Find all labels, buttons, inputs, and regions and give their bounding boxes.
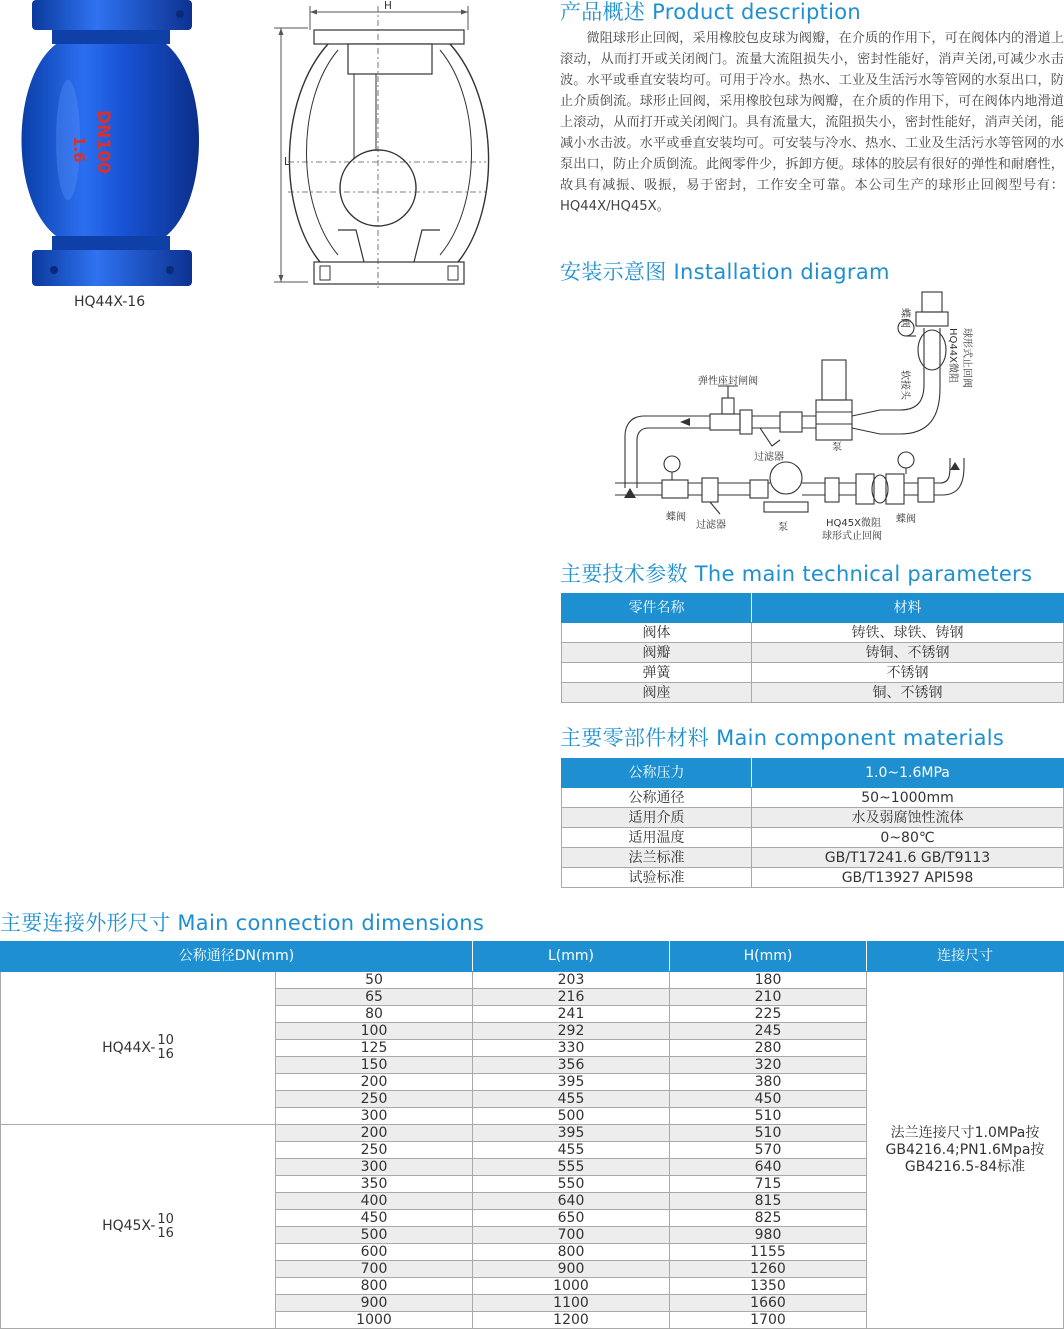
dimension-dn-cell: 700 <box>276 1261 473 1278</box>
dimension-h-cell: 1260 <box>670 1261 867 1278</box>
tech-params-header-row <box>562 594 1064 623</box>
dimension-dn-cell: 50 <box>276 972 473 989</box>
dimensions-header-h: H(mm) <box>670 942 867 972</box>
tech-params-part: 阀座 <box>562 683 752 703</box>
dimension-l-cell: 455 <box>473 1142 670 1159</box>
dimension-l-cell: 555 <box>473 1159 670 1176</box>
tech-params-material: 铸铁、球铁、铸钢 <box>752 623 1064 643</box>
materials-title: 主要零部件材料 Main component materials <box>560 726 1005 750</box>
tech-params-material: 铸铜、不锈钢 <box>752 643 1064 663</box>
label-hq44x-line2: 球形式止回阀 <box>961 328 972 388</box>
materials-label: 适用介质 <box>562 808 752 828</box>
dimension-dn-cell: 450 <box>276 1210 473 1227</box>
label-butterfly-top: 蝶阀 <box>899 308 910 328</box>
dimension-h-cell: 1350 <box>670 1278 867 1295</box>
model-label <box>102 1034 174 1062</box>
dimension-l-label: L <box>284 156 290 168</box>
dimension-dn-cell: 100 <box>276 1023 473 1040</box>
dimension-h-cell: 825 <box>670 1210 867 1227</box>
table-row <box>562 643 1064 663</box>
label-hq44x-line1: HQ44X微阻 <box>947 328 958 383</box>
dimension-dn-cell: 350 <box>276 1176 473 1193</box>
dimension-l-cell: 395 <box>473 1074 670 1091</box>
table-row <box>562 788 1064 808</box>
table-row <box>1 972 1064 989</box>
dimension-l-cell: 700 <box>473 1227 670 1244</box>
pressure-top: 10 <box>157 1211 174 1227</box>
dimension-l-cell: 550 <box>473 1176 670 1193</box>
dimension-h-cell: 570 <box>670 1142 867 1159</box>
installation-diagram-title: 安装示意图 Installation diagram <box>560 260 890 284</box>
product-description-text: 微阻球形止回阀，采用橡胶包皮球为阀瓣，在介质的作用下，可在阀体内的滑道上滚动，从而打开或关闭阀门。流量大流阻损失小，密封性能好，消声关闭,可减少水击波。水平或垂直安装均可。可用于冷水。热水、工业及生活污水等管网的水泵出口，防止介质倒流。球形止回阀，采用橡胶包球为阀瓣，在介质的作用下，可在阀体内地滑道上滚动，从而打开或关闭阀门。具有流量大，流阻损失小，密封性能好，消声关闭，能减小水击波。水平或垂直安装均可。可安装与冷水、热水、工业及生活污水等管网的水泵出口，防止介质倒流。此阀零件少，拆卸方便。球体的胶层有很好的弹性和耐磨性，故具有减振、吸振，易于密封，工作安全可靠。本公司生产的球形止回阀型号有：HQ44X/HQ45X。 <box>560 31 1064 214</box>
dimension-h-cell: 245 <box>670 1023 867 1040</box>
tech-params-part: 弹簧 <box>562 663 752 683</box>
dimension-dn-cell: 65 <box>276 989 473 1006</box>
dimension-h-cell: 1660 <box>670 1295 867 1312</box>
dimension-dn-cell: 200 <box>276 1125 473 1142</box>
dimension-l-cell: 203 <box>473 972 670 989</box>
valve-dn-mark: DN100 <box>93 110 113 174</box>
dimension-l-cell: 640 <box>473 1193 670 1210</box>
valve-section-drawing <box>268 0 493 290</box>
pressure-fraction <box>157 1213 174 1241</box>
model-cell <box>1 1125 276 1329</box>
dimension-l-cell: 500 <box>473 1108 670 1125</box>
model-name: HQ44X- <box>102 1039 156 1056</box>
dimension-h-cell: 980 <box>670 1227 867 1244</box>
dimension-h-cell: 1700 <box>670 1312 867 1329</box>
dimension-h-cell: 180 <box>670 972 867 989</box>
dimension-h-cell: 210 <box>670 989 867 1006</box>
dimension-l-cell: 216 <box>473 989 670 1006</box>
table-row <box>562 848 1064 868</box>
model-name: HQ45X- <box>102 1218 156 1234</box>
dimension-dn-cell: 500 <box>276 1227 473 1244</box>
dimension-l-cell: 455 <box>473 1091 670 1108</box>
materials-value: 50~1000mm <box>752 788 1064 808</box>
dimension-l-cell: 395 <box>473 1125 670 1142</box>
dimension-h-cell: 225 <box>670 1006 867 1023</box>
dimension-l-cell: 650 <box>473 1210 670 1227</box>
tech-params-material: 铜、不锈钢 <box>752 683 1064 703</box>
label-pump-bottom: 泵 <box>778 522 788 533</box>
dimensions-header-dn: 公称通径DN(mm) <box>1 942 473 972</box>
materials-label: 法兰标准 <box>562 848 752 868</box>
materials-label: 公称通径 <box>562 788 752 808</box>
dimensions-header-connection: 连接尺寸 <box>867 942 1064 972</box>
materials-header-row <box>562 759 1064 788</box>
label-butterfly-left: 蝶阀 <box>666 512 686 523</box>
pressure-bottom: 16 <box>157 1225 174 1241</box>
tech-params-header-material: 材料 <box>752 594 1064 623</box>
pressure-bottom: 16 <box>157 1047 174 1062</box>
dimension-l-cell: 1000 <box>473 1278 670 1295</box>
connection-note: 法兰连接尺寸1.0MPa按GB4216.4;PN1.6Mpa按GB4216.5-84标准 <box>867 972 1064 1329</box>
tech-params-part: 阀体 <box>562 623 752 643</box>
materials-value: GB/T17241.6 GB/T9113 <box>752 848 1064 868</box>
dimensions-header-l: L(mm) <box>473 942 670 972</box>
tech-params-part: 阀瓣 <box>562 643 752 663</box>
dimension-dn-cell: 600 <box>276 1244 473 1261</box>
label-filter-top: 过滤器 <box>754 452 784 463</box>
materials-value: 0~80℃ <box>752 828 1064 848</box>
dimension-dn-cell: 250 <box>276 1091 473 1108</box>
dimension-h-cell: 510 <box>670 1125 867 1142</box>
dimension-l-cell: 241 <box>473 1006 670 1023</box>
tech-params-material: 不锈钢 <box>752 663 1064 683</box>
model-cell <box>1 972 276 1125</box>
dimensions-header-row <box>1 942 1064 972</box>
dimension-l-cell: 356 <box>473 1057 670 1074</box>
dimensions-title: 主要连接外形尺寸 Main connection dimensions <box>0 911 485 935</box>
materials-label: 试验标准 <box>562 868 752 888</box>
dimension-h-cell: 380 <box>670 1074 867 1091</box>
tech-params-header-part: 零件名称 <box>562 594 752 623</box>
dimension-h-cell: 815 <box>670 1193 867 1210</box>
dimension-dn-cell: 900 <box>276 1295 473 1312</box>
materials-header-label: 公称压力 <box>562 759 752 788</box>
materials-table <box>561 758 1064 888</box>
table-row <box>562 868 1064 888</box>
dimension-dn-cell: 400 <box>276 1193 473 1210</box>
dimension-dn-cell: 200 <box>276 1074 473 1091</box>
dimension-dn-cell: 1000 <box>276 1312 473 1329</box>
dimension-l-cell: 1100 <box>473 1295 670 1312</box>
dimension-h-cell: 640 <box>670 1159 867 1176</box>
dimension-dn-cell: 125 <box>276 1040 473 1057</box>
dimension-l-cell: 900 <box>473 1261 670 1278</box>
table-row <box>562 683 1064 703</box>
dimension-l-cell: 292 <box>473 1023 670 1040</box>
dimension-dn-cell: 150 <box>276 1057 473 1074</box>
valve-pn-mark: 1.6 <box>70 136 88 163</box>
model-label <box>102 1213 174 1241</box>
tech-params-table <box>561 593 1064 703</box>
dimensions-table <box>0 941 1064 1329</box>
dimension-h-cell: 715 <box>670 1176 867 1193</box>
label-butterfly-right: 蝶阀 <box>896 514 916 525</box>
dimension-dn-cell: 250 <box>276 1142 473 1159</box>
label-hq45x-line2: 球形式止回阀 <box>822 531 882 542</box>
table-row <box>562 828 1064 848</box>
product-description-title: 产品概述 Product description <box>560 0 862 24</box>
dimension-h-cell: 510 <box>670 1108 867 1125</box>
dimension-h-cell: 280 <box>670 1040 867 1057</box>
table-row <box>562 623 1064 643</box>
dimension-h-label: H <box>384 0 392 12</box>
label-soft-joint: 软接头 <box>899 370 910 400</box>
materials-label: 适用温度 <box>562 828 752 848</box>
pressure-top: 10 <box>157 1033 174 1048</box>
dimension-dn-cell: 800 <box>276 1278 473 1295</box>
dimension-h-cell: 1155 <box>670 1244 867 1261</box>
label-pump-top: 泵 <box>832 442 842 453</box>
valve-photo <box>0 0 200 290</box>
dimension-h-cell: 450 <box>670 1091 867 1108</box>
materials-value: GB/T13927 API598 <box>752 868 1064 888</box>
dimension-dn-cell: 300 <box>276 1159 473 1176</box>
label-hq45x-line1: HQ45X微阻 <box>826 518 881 529</box>
dimension-l-cell: 1200 <box>473 1312 670 1329</box>
dimension-dn-cell: 300 <box>276 1108 473 1125</box>
label-gate-valve: 弹性座封闸阀 <box>698 376 758 387</box>
materials-header-value: 1.0~1.6MPa <box>752 759 1064 788</box>
pressure-fraction <box>157 1034 174 1062</box>
table-row <box>562 663 1064 683</box>
dimension-h-cell: 320 <box>670 1057 867 1074</box>
dimension-l-cell: 330 <box>473 1040 670 1057</box>
table-row <box>562 808 1064 828</box>
label-filter-bottom: 过滤器 <box>696 520 726 531</box>
installation-diagram <box>610 288 980 550</box>
dimension-dn-cell: 80 <box>276 1006 473 1023</box>
dimension-l-cell: 800 <box>473 1244 670 1261</box>
product-caption: HQ44X-16 <box>74 294 146 310</box>
materials-value: 水及弱腐蚀性流体 <box>752 808 1064 828</box>
tech-params-title: 主要技术参数 The main technical parameters <box>560 562 1033 586</box>
